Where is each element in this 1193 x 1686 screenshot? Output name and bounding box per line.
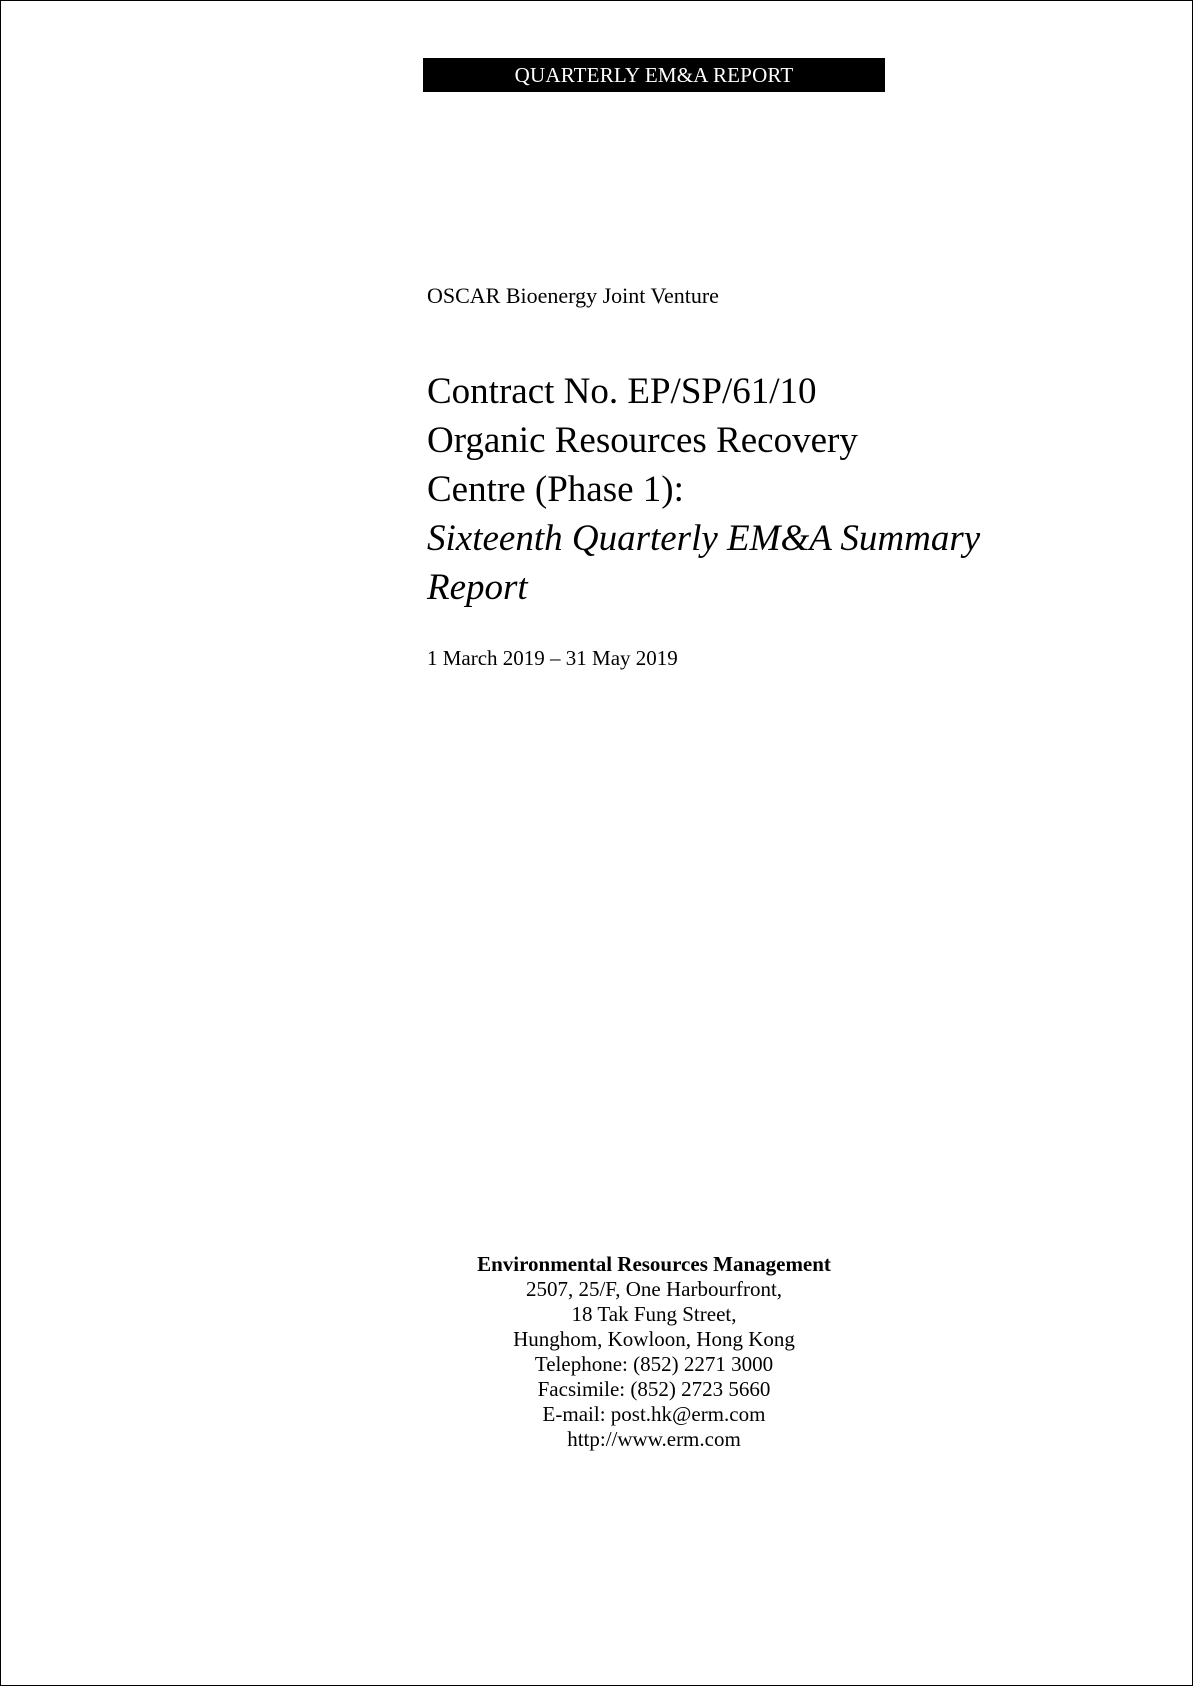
report-title [427,367,1127,612]
address-line-1: 2507, 25/F, One Harbourfront, [525,1277,783,1301]
email: E-mail: post.hk@erm.com [542,1402,766,1426]
title-line-project: Organic Resources Recovery [427,420,858,461]
subtitle-line-report-end: Report [427,567,528,608]
subtitle-line-report: Sixteenth Quarterly EM&A Summary [427,518,981,559]
address-line-3: Hunghom, Kowloon, Hong Kong [513,1327,795,1351]
organization-name: Environmental Resources Management [477,1252,831,1276]
contact-block [361,1252,947,1452]
title-line-contract: Contract No. EP/SP/61/10 [427,371,817,412]
report-type-banner [423,58,885,92]
address-line-2: 18 Tak Fung Street, [571,1302,737,1326]
telephone: Telephone: (852) 2271 3000 [534,1352,774,1376]
website-link[interactable]: http://www.erm.com [567,1427,741,1451]
client-name: OSCAR Bioenergy Joint Venture [427,283,719,308]
report-type-label: QUARTERLY EM&A REPORT [514,62,794,87]
reporting-period: 1 March 2019 – 31 May 2019 [427,646,678,670]
title-line-phase: Centre (Phase 1): [427,469,684,510]
facsimile: Facsimile: (852) 2723 5660 [537,1377,771,1401]
